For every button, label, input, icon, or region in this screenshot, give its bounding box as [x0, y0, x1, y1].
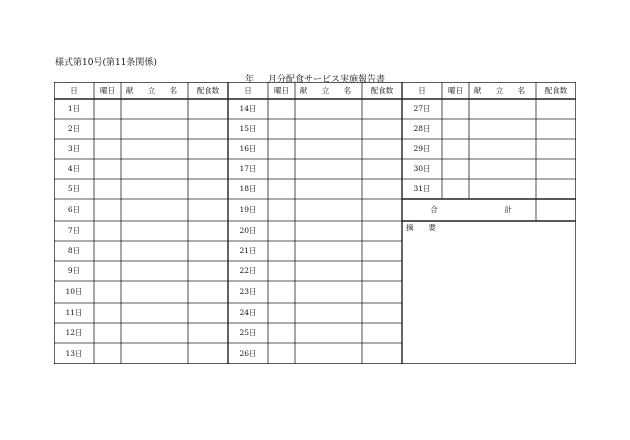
total-label-right: 計 — [504, 205, 512, 214]
day-label: 4日 — [67, 164, 81, 173]
report-table — [54, 82, 576, 364]
day-label: 1日 — [67, 104, 81, 113]
header-count: 配食数 — [370, 86, 394, 95]
day-label: 14日 — [239, 104, 257, 113]
day-label: 20日 — [239, 226, 257, 235]
day-label: 23日 — [239, 287, 257, 296]
table-grid-lines — [54, 82, 576, 364]
header-day: 日 — [244, 86, 252, 95]
day-label: 12日 — [65, 328, 83, 337]
day-label: 27日 — [413, 104, 431, 113]
header-menu: 献 立 名 — [299, 86, 358, 95]
form-number: 様式第10号(第11条関係) — [55, 58, 157, 68]
day-label: 17日 — [239, 164, 257, 173]
day-label: 6日 — [67, 205, 81, 214]
header-menu: 献 立 名 — [473, 86, 532, 95]
header-count: 配食数 — [196, 86, 220, 95]
day-label: 24日 — [239, 308, 257, 317]
header-weekday: 曜日 — [274, 86, 289, 95]
header-day: 日 — [418, 86, 426, 95]
day-label: 15日 — [239, 124, 257, 133]
day-label: 11日 — [65, 308, 83, 317]
day-label: 10日 — [65, 287, 83, 296]
day-label: 5日 — [67, 184, 81, 193]
day-label: 26日 — [239, 349, 257, 358]
day-label: 22日 — [239, 266, 257, 275]
day-label: 16日 — [239, 144, 257, 153]
day-label: 9日 — [67, 266, 81, 275]
day-label: 7日 — [67, 226, 81, 235]
day-label: 25日 — [239, 328, 257, 337]
day-label: 8日 — [67, 246, 81, 255]
day-label: 19日 — [239, 205, 257, 214]
total-label-left: 合 — [430, 205, 438, 214]
day-label: 3日 — [67, 144, 81, 153]
header-weekday: 曜日 — [100, 86, 115, 95]
header-menu: 献 立 名 — [125, 86, 184, 95]
remarks-label: 摘 要 — [406, 223, 436, 232]
title-year-label: 年 — [244, 75, 254, 85]
title-month-label: 月分配食サービス実施報告書 — [268, 75, 386, 85]
header-weekday: 曜日 — [448, 86, 463, 95]
header-count: 配食数 — [544, 86, 568, 95]
day-label: 2日 — [67, 124, 81, 133]
day-label: 18日 — [239, 184, 257, 193]
day-label: 31日 — [413, 184, 431, 193]
header-day: 日 — [70, 86, 78, 95]
day-label: 30日 — [413, 164, 431, 173]
day-label: 13日 — [65, 349, 83, 358]
day-label: 29日 — [413, 144, 431, 153]
day-label: 21日 — [239, 246, 257, 255]
day-label: 28日 — [413, 124, 431, 133]
